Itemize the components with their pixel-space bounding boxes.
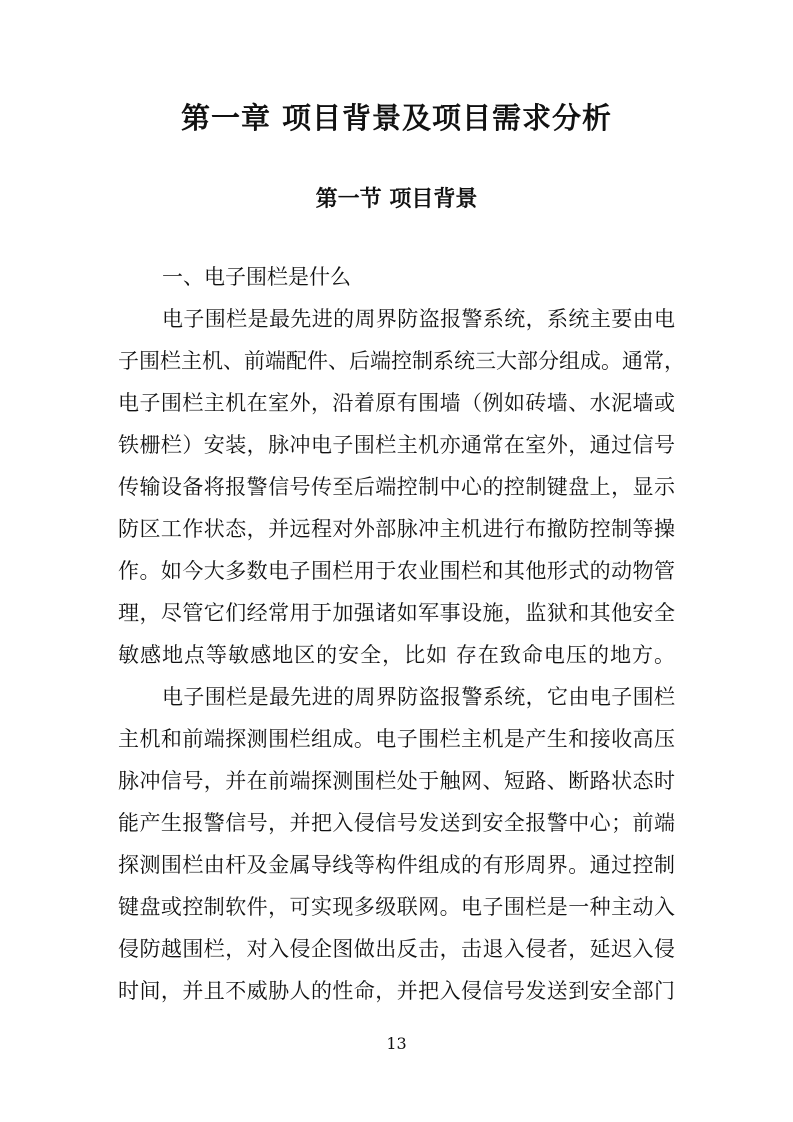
chapter-title: 第一章 项目背景及项目需求分析 — [180, 101, 613, 135]
paragraph-line: 能产生报警信号，并把入侵信号发送到安全报警中心；前端 — [118, 811, 675, 835]
paragraph-line: 键盘或控制软件，可实现多级联网。电子围栏是一种主动入 — [118, 895, 675, 919]
paragraph-line: 子围栏主机、前端配件、后端控制系统三大部分组成。通常， — [118, 349, 685, 373]
page-number: 13 — [386, 1034, 407, 1053]
paragraph-1 — [118, 298, 685, 676]
paragraph-line: 探测围栏由杆及金属导线等构件组成的有形周界。通过控制 — [118, 853, 675, 877]
subheading: 一、电子围栏是什么 — [162, 265, 351, 289]
paragraph-line: 电子围栏主机在室外，沿着原有围墙（例如砖墙、水泥墙或 — [118, 391, 675, 415]
paragraph-line: 传输设备将报警信号传至后端控制中心的控制键盘上，显示 — [118, 475, 675, 499]
paragraph-line: 电子围栏是最先进的周界防盗报警系统，它由电子围栏 — [162, 685, 675, 709]
paragraph-line: 脉冲信号，并在前端探测围栏处于触网、短路、断路状态时 — [118, 769, 675, 793]
paragraph-line: 主机和前端探测围栏组成。电子围栏主机是产生和接收高压 — [118, 727, 675, 751]
paragraph-line: 铁栅栏）安装，脉冲电子围栏主机亦通常在室外，通过信号 — [118, 433, 675, 457]
paragraph-line: 电子围栏是最先进的周界防盗报警系统，系统主要由电 — [162, 307, 675, 331]
paragraph-2 — [118, 676, 675, 1012]
paragraph-line: 侵防越围栏，对入侵企图做出反击，击退入侵者，延迟入侵 — [118, 937, 675, 961]
paragraph-line: 理，尽管它们经常用于加强诸如军事设施，监狱和其他安全 — [118, 601, 675, 625]
paragraph-line: 时间，并且不威胁人的性命，并把入侵信号发送到安全部门 — [118, 979, 675, 1003]
document-body — [118, 256, 685, 1012]
paragraph-line: 敏感地点等敏感地区的安全，比如 存在致命电压的地方。 — [118, 643, 675, 667]
paragraph-line: 作。如今大多数电子围栏用于农业围栏和其他形式的动物管 — [118, 559, 675, 583]
section-title: 第一节 项目背景 — [315, 186, 478, 212]
paragraph-line: 防区工作状态，并远程对外部脉冲主机进行布撤防控制等操 — [118, 517, 675, 541]
